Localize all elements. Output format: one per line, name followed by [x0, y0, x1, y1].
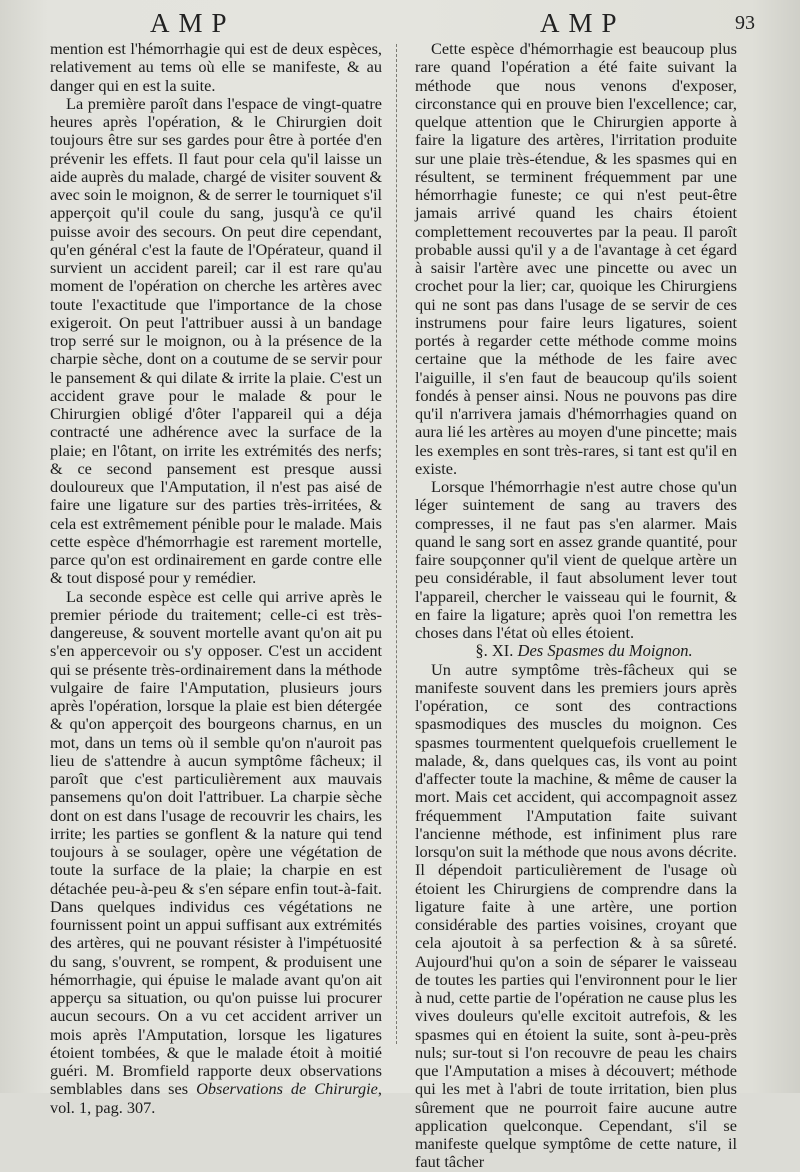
right-paragraph-1: Cette espèce d'hémorrhagie est beaucoup plus rare quand l'opération a été faite suivant la méthode que nous venons d'exposer, circonstance qui en prouve bien l'excellence; car, quelque attention que le Chirurgien apporte à faire la ligature des artères, l'irritation produite sur une plaie très-étendue, & les spasmes qui en résultent, se terminent fréquemment par une hémorrhagie funeste; ce qui n'est peut-être jamais arrivé quand les chairs étoient complettement recouvertes par la peau. Il paroît probable aussi qu'il y a de l'avantage à cet égard à saisir l'artère avec une pincette ou avec un crochet pour la lier; car, quoique les Chirurgiens qui ne sont pas dans l'usage de se servir de ces instrumens pour faire leurs ligatures, soient portés à regarder cette méthode comme moins certaine que la méthode de les faire avec l'aiguille, il s'en faut de beaucoup qu'ils soient fondés à penser ainsi. Nous ne pouvons pas dire qu'il n'arrivera jamais d'hémorrhagies quand on aura lié les artères au moyen d'une pincette; mais les exemples en sont très-rares, si tant est qu'il en existe. [415, 39, 737, 478]
section-heading [415, 642, 737, 660]
right-paragraph-2: Lorsque l'hémorrhagie n'est autre chose qu'un léger suintement de sang au travers des compresses, il ne faut pas s'en alarmer. Mais quand le sang sort en assez grande quantité, pour faire soupçonner qu'il vient de quelque artère un peu considérable, il faut absolument lever tout l'appareil, chercher le vaisseau qui le fournit, & en faire la ligature; après quoi l'on remettra les choses dans l'état où elles étoient. [415, 477, 737, 642]
left-paragraph-3 [50, 588, 382, 1117]
section-number: §. XI. [475, 641, 514, 661]
right-paragraph-3: Un autre symptôme très-fâcheux qui se manifeste souvent dans les premiers jours après l'opération, ce sont des contractions spasmodiques des muscles du moignon. Ces spasmes tourmentent quelquefois cruellement le malade, &, dans quelques cas, ils vont au point d'affecter toute la machine, & même de causer la mort. Mais cet accident, qui accompagnoit assez fréquemment l'Amputation faite suivant l'ancienne méthode, est infiniment plus rare lorsqu'on suit la méthode que nous avons décrite. Il dépendoit particulièrement de l'usage où étoient les Chirurgiens de comprendre dans la ligature faite à une artère, une portion considérable des parties voisines, croyant que cela ajoutoit à sa perfection & à sa sûreté. Aujourd'hui qu'on a soin de séparer le vaisseau de toutes les parties qui l'environnent pour le lier à nud, cette partie de l'opération ne cause plus les vives douleurs qu'elle excitoit autrefois, & les spasmes qui en étoient la suite, sont à-peu-près nuls; sur-tout si l'on recouvre de peau les chairs que l'Amputation a mises à découvert; méthode qui les met à l'abri de toute irritation, bien plus sûrement que ne pourroit faire aucune autre application quelconque. Cependant, s'il se manifeste quelque symptôme de cette nature, il faut tâcher [415, 659, 737, 1172]
column-divider [396, 44, 397, 1044]
reference-tail: , vol. 1, pag. 307. [50, 1079, 382, 1117]
right-column [415, 40, 737, 1172]
reference-title: Observations de Chirurgie [196, 1079, 378, 1099]
section-title: Des Spasmes du Moignon. [517, 641, 693, 661]
left-paragraph-1: mention est l'hémorrhagie qui est de deux espèces, relativement au tems où elle se manifeste, & au danger qui en est la suite. [50, 39, 382, 95]
left-column [50, 40, 382, 1117]
page-number: 93 [735, 12, 755, 34]
left-paragraph-3-text: La seconde espèce est celle qui arrive après le premier période du traitement; celle-ci est très-dangereuse, & souvent mortelle avant qu'on ait pu s'en appercevoir ou s'y opposer. C'est un accident qui se présente très-ordinairement dans la méthode vulgaire de faire l'Amputation, plusieurs jours après l'opération, lorsque la plaie est bien détergée & qu'on apperçoit des bourgeons charnus, en un mot, dans un tems où il semble qu'on n'auroit pas lieu de s'attendre à aucun symptôme fâcheux; il paroît que c'est particulièrement aux mauvais pansemens qu'on doit l'attribuer. La charpie sèche dont on est dans l'usage de recouvrir les chairs, les irrite; les parties se gonflent & la nature qui tend toujours à se soulager, opère une végétation de toute la surface de la plaie; la charpie en est détachée peu-à-peu & s'en sépare enfin tout-à-fait. Dans quelques individus ces végétations ne fournissent point un appui suffisant aux extrémités des artères, qui ne pouvant résister à l'impétuosité du sang, s'ouvrent, se rompent, & produisent une hémorrhagie, qui épuise le malade avant qu'on ait apperçu sa situation, ou qu'on puisse lui procurer aucun secours. On a vu cet accident arriver un mois après l'Amputation, lorsque les ligatures étoient tombées, & que le malade étoit à moitié guéri. M. Bromfield rapporte deux observations semblables dans ses [50, 586, 382, 1099]
left-paragraph-2: La première paroît dans l'espace de vingt-quatre heures après l'opération, & le Chirurgien doit toujours être sur ses gardes pour être à portée d'en prévenir les effets. Il faut pour cela qu'il laisse un aide auprès du malade, chargé de visiter souvent & avec soin le moignon, & de serrer le tourniquet s'il apperçoit qu'il coule du sang, jusqu'à ce qu'il puisse avoir des secours. On peut dire cependant, qu'en général c'est la faute de l'Opérateur, quand il survient un accident pareil; car il est rare qu'au moment de l'opération on cherche les artères avec toute l'exactitude que l'importance de la chose exigeroit. On peut l'attribuer aussi à un bandage trop serré sur le moignon, ou à la présence de la charpie sèche, dont on a coutume de se servir pour le pansement & qui dilate & irrite la plaie. C'est un accident grave pour le malade & pour le Chirurgien obligé d'ôter l'appareil qui a déja contracté une adhérence avec la surface de la plaie; en l'ôtant, on irrite les extrémités des nerfs; & ce second pansement est presque aussi douloureux que l'Amputation, il n'est pas aisé de faire une ligature sur des parties très-irritées, & cela est extrêmement pénible pour le malade. Mais cette espèce d'hémorrhagie est rarement mortelle, parce qu'on est ordinairement en garde contre elle & tout disposé pour y remédier. [50, 93, 382, 588]
running-head-left: AMP [150, 8, 236, 38]
running-head-right: AMP [540, 8, 626, 38]
